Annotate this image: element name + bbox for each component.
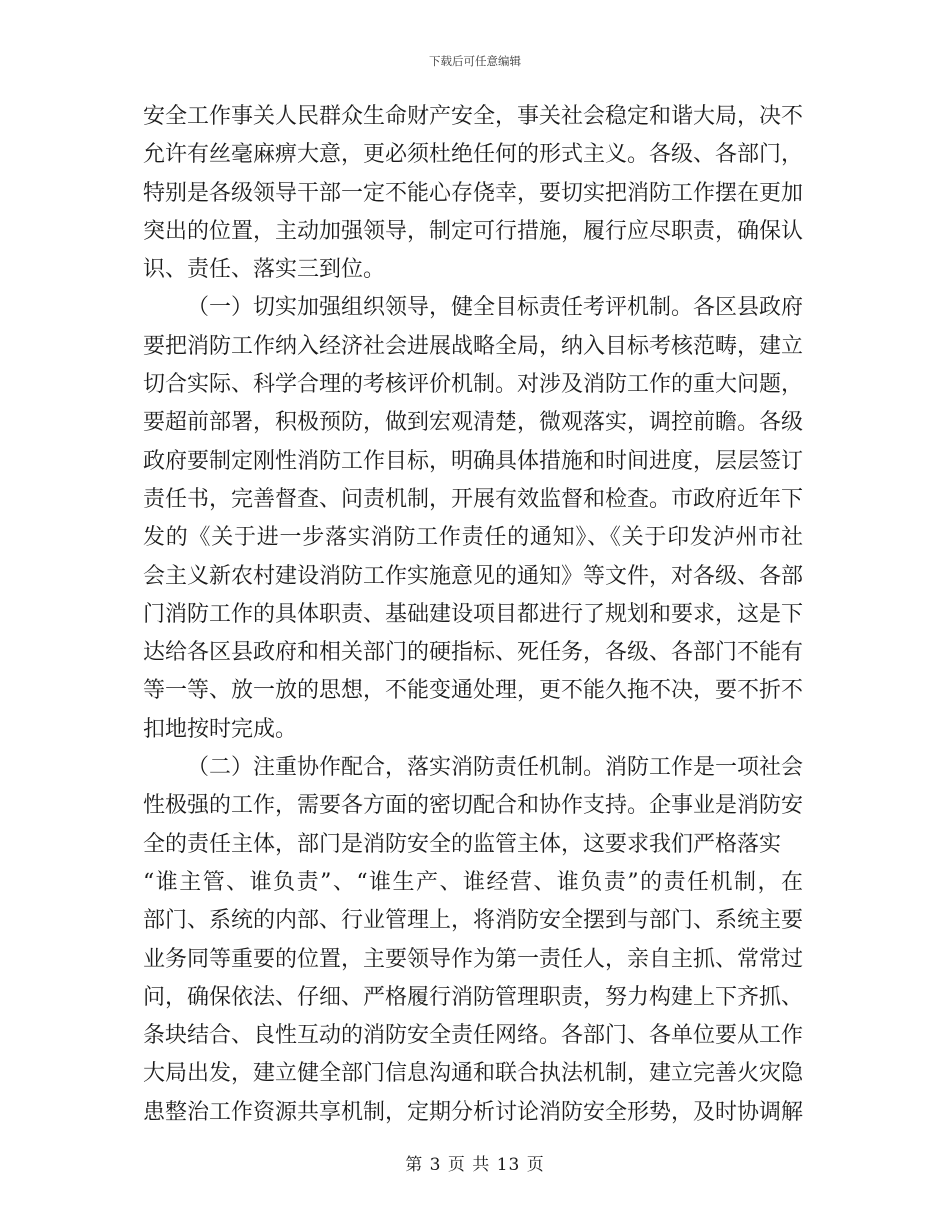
text-line: 政府要制定刚性消防工作目标，明确具体措施和时间进度，层层签订	[143, 448, 804, 474]
text-line: “谁主管、谁负责”、“谁生产、谁经营、谁负责”的责任机制，在	[143, 869, 803, 895]
section-heading-line: （二）注重协作配合，落实消防责任机制。消防工作是一项社会	[187, 755, 804, 781]
text-line: 大局出发，建立健全部门信息沟通和联合执法机制，建立完善火灾隐	[143, 1061, 804, 1087]
text-line: 全的责任主体，部门是消防安全的监管主体，这要求我们严格落实	[143, 831, 782, 857]
text-line: 门消防工作的具体职责、基础建设项目都进行了规划和要求，这是下	[143, 601, 804, 627]
text-line: 达给各区县政府和相关部门的硬指标、死任务，各级、各部门不能有	[143, 640, 804, 666]
text-line: 要把消防工作纳入经济社会进展战略全局，纳入目标考核范畴，建立	[143, 333, 804, 359]
text-line: 患整治工作资源共享机制，定期分析讨论消防安全形势，及时协调解	[143, 1099, 804, 1125]
text-line: 会主义新农村建设消防工作实施意见的通知》等文件，对各级、各部	[143, 563, 804, 589]
page-number: 第 3 页 共 13 页	[405, 1155, 545, 1175]
text-line: 条块结合、良性互动的消防安全责任网络。各部门、各单位要从工作	[143, 1023, 804, 1049]
text-line: 允许有丝毫麻痹大意，更必须杜绝任何的形式主义。各级、各部门，	[143, 142, 804, 168]
text-line: 识、责任、落实三到位。	[143, 257, 386, 283]
text-line: 部门、系统的内部、行业管理上，将消防安全摆到与部门、系统主要	[143, 908, 804, 934]
text-line: 性极强的工作，需要各方面的密切配合和协作支持。企事业是消防安	[143, 793, 804, 819]
text-line: 扣地按时完成。	[143, 716, 298, 742]
text-line: 问，确保依法、仔细、严格履行消防管理职责，努力构建上下齐抓、	[143, 984, 804, 1010]
text-line: 等一等、放一放的思想，不能变通处理，更不能久拖不决，要不折不	[143, 678, 804, 704]
document-body	[143, 98, 803, 1132]
section-heading-line: （一）切实加强组织领导，健全目标责任考评机制。各区县政府	[187, 295, 804, 321]
text-line: 安全工作事关人民群众生命财产安全，事关社会稳定和谐大局，决不	[143, 104, 804, 129]
text-line: 切合实际、科学合理的考核评价机制。对涉及消防工作的重大问题，	[143, 372, 804, 398]
text-line: 特别是各级领导干部一定不能心存侥幸，要切实把消防工作摆在更加	[143, 180, 804, 206]
text-line: 突出的位置，主动加强领导，制定可行措施，履行应尽职责，确保认	[143, 218, 804, 244]
text-line: 要超前部署，积极预防，做到宏观清楚，微观落实，调控前瞻。各级	[143, 410, 804, 436]
text-line: 责任书，完善督查、问责机制，开展有效监督和检查。市政府近年下	[143, 486, 804, 512]
text-line: 业务同等重要的位置，主要领导作为第一责任人，亲自主抓、常常过	[143, 946, 804, 972]
text-line: 发的《关于进一步落实消防工作责任的通知》、《关于印发泸州市社	[143, 525, 803, 551]
header-note: 下载后可任意编辑	[429, 54, 521, 68]
